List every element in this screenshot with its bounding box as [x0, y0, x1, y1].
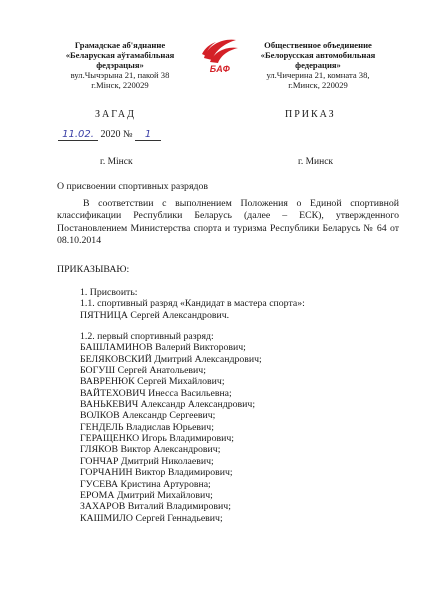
header-right-line3: федерация»: [295, 60, 341, 70]
list-item: ВОЛКОВ Александр Сергеевич;: [80, 410, 216, 422]
list-item: ВАНЬКЕВИЧ Александр Александрович;: [80, 399, 256, 411]
title-zagad: ЗАГАД: [95, 109, 136, 120]
header-left-line5: г.Мінск, 220029: [91, 80, 149, 90]
list-item: ГОРЧАНИН Виктор Владимирович;: [80, 467, 233, 479]
header-belarusian: [40, 40, 200, 90]
header-left-line2: «Беларуская аўтамабільная: [65, 50, 175, 60]
section1-2-title: 1.2. первый спортивный разряд:: [80, 331, 214, 343]
list-item: БЕЛЯКОВСКИЙ Дмитрий Александрович;: [80, 353, 262, 365]
header-right-line5: г.Минск, 220029: [288, 80, 348, 90]
order-list: [80, 287, 305, 524]
list-item: ГЕРАЩЕНКО Игорь Владимирович;: [80, 433, 234, 445]
list-item: ВАЙТЕХОВИЧ Инесса Васильевна;: [80, 387, 232, 399]
preamble-paragraph: В соответствии с выполнением Положения о Единой спортивной классификации Республики Беларусь (далее – ЕСК), утвержденного Постановлением Министерства спорта и туризма Республики Беларусь № 64 от 08.10.2014: [57, 198, 399, 246]
order-year: 2020 №: [100, 129, 133, 140]
subject-line: О присвоении спортивных разрядов: [57, 181, 208, 192]
header-right-line1: Общественное объединение: [264, 40, 372, 50]
list-item: ГУСЕВА Кристина Артуровна;: [80, 478, 211, 490]
header-right-line2: «Белорусская автомобильная: [260, 50, 376, 60]
list-item: КАШМИЛО Сергей Геннадьевич;: [80, 512, 223, 524]
order-word: ПРИКАЗЫВАЮ:: [57, 264, 130, 275]
list-item: ЗАХАРОВ Виталий Владимирович;: [80, 501, 231, 513]
header-left-line1: Грамадскае аб'яднанне: [74, 40, 166, 50]
header-russian: [238, 40, 398, 90]
list-item: ГЕНДЕЛЬ Владислав Юрьевич;: [80, 421, 214, 433]
header-right-line4: ул.Чичерина 21, комната 38,: [266, 70, 370, 80]
list-item: БАШЛАМИНОВ Валерий Викторович;: [80, 342, 246, 354]
list-item: ГОНЧАР Дмитрий Николаевич;: [80, 455, 214, 467]
baf-logo: [198, 36, 242, 82]
section1-title: 1. Присвоить:: [80, 287, 138, 298]
date-number-line: [58, 129, 161, 141]
title-prikaz: ПРИКАЗ: [285, 109, 336, 120]
list-item: ВАВРЕНЮК Сергей Михайлович;: [80, 376, 225, 388]
order-date: 11.02.: [58, 129, 98, 141]
list-item: ПЯТНИЦА Сергей Александрович.: [80, 309, 230, 321]
list-item: ЕРОМА Дмитрий Михайлович;: [80, 489, 213, 501]
section1-1-title: 1.1. спортивный разряд «Кандидат в мастера спорта»:: [80, 298, 305, 310]
list-item: БОГУШ Сергей Анатольевич;: [80, 365, 206, 377]
order-number: 1: [135, 129, 161, 141]
city-russian: г. Минск: [298, 157, 334, 167]
city-belarusian: г. Мінск: [100, 157, 133, 167]
logo-text: БАФ: [209, 64, 231, 74]
baf-logo-icon: [198, 36, 242, 66]
header-left-line3: федэрацыя»: [96, 60, 144, 70]
header-left-line4: вул.Чычэрына 21, пакой 38: [70, 70, 170, 80]
list-item: ГЛЯКОВ Виктор Александрович;: [80, 444, 221, 456]
